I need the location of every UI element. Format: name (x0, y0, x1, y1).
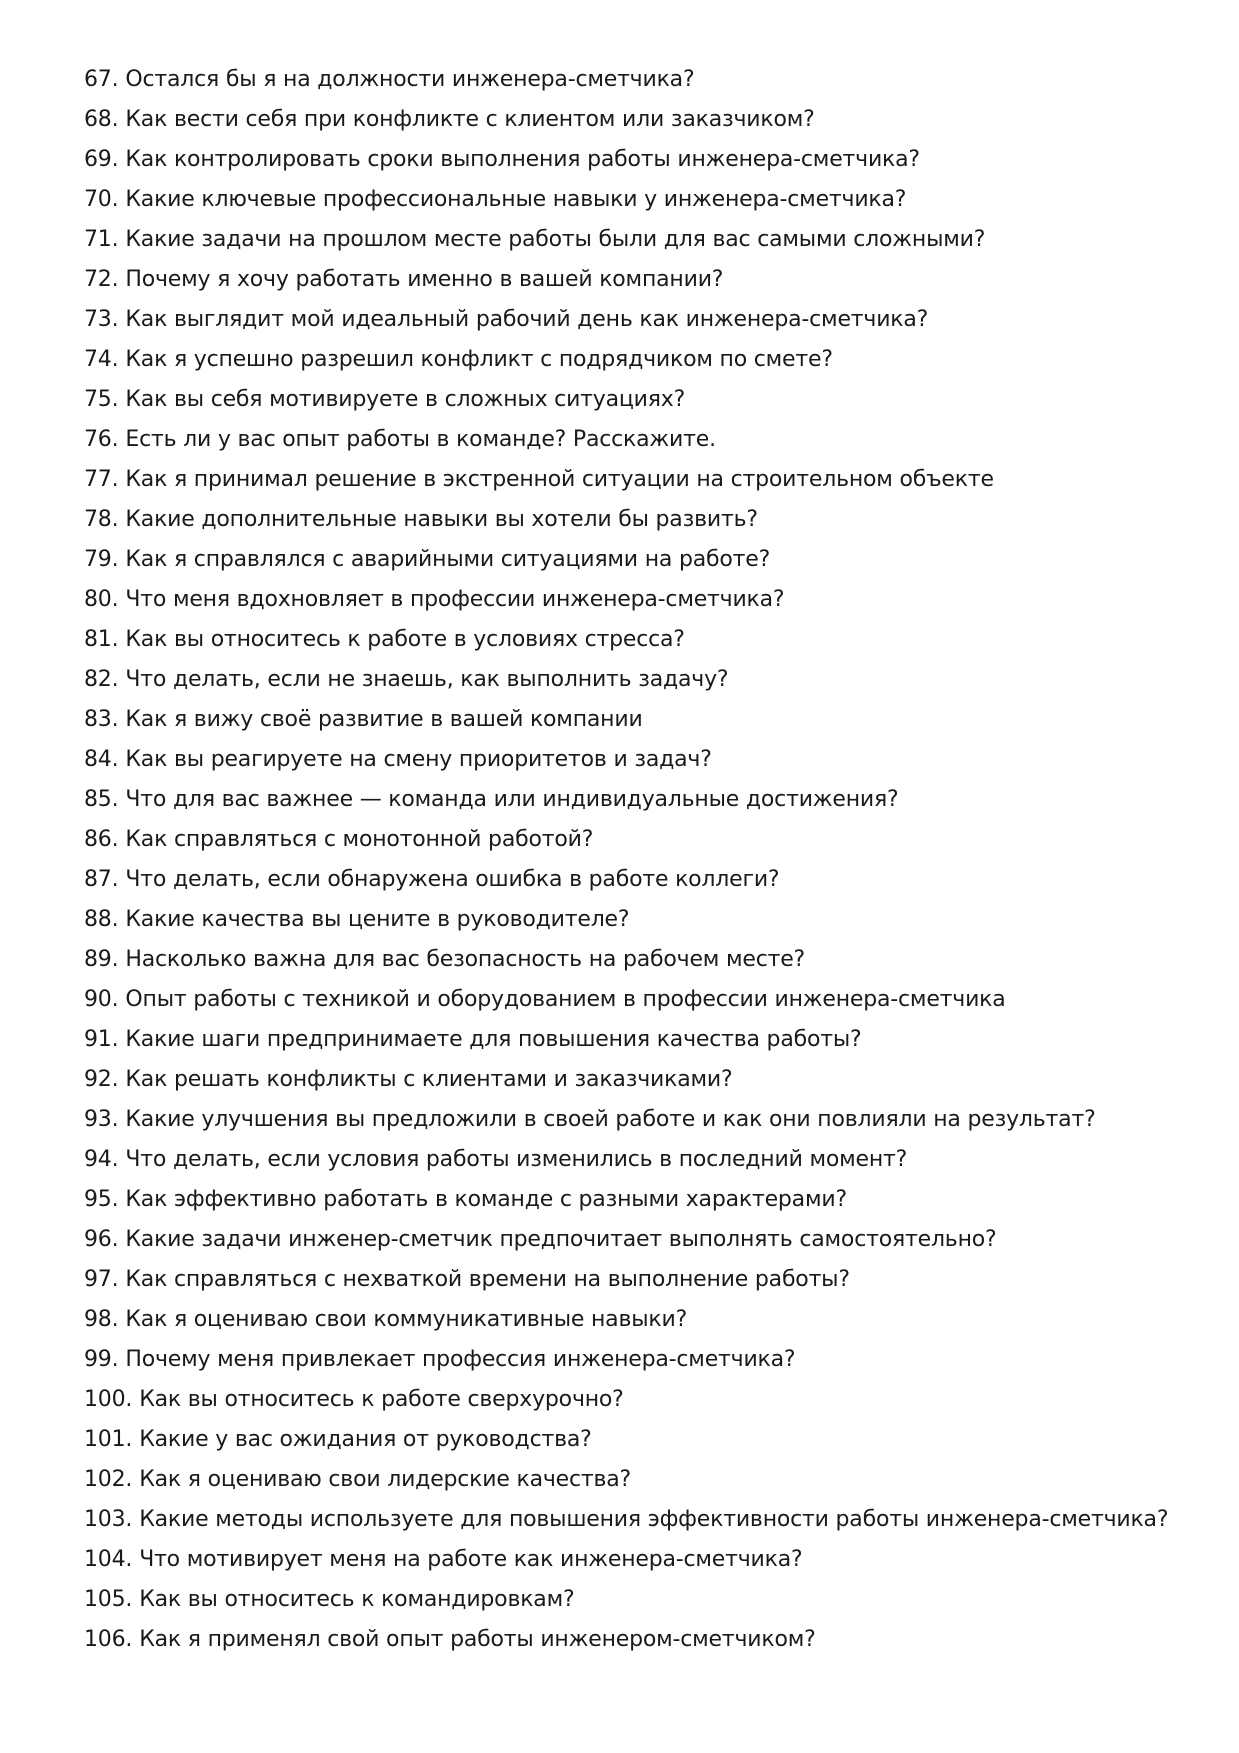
question-number: 95. (84, 1187, 119, 1212)
question-text: Как справляться с монотонной работой? (125, 827, 594, 852)
question-number: 99. (84, 1347, 119, 1372)
list-item (84, 980, 1194, 1020)
question-number: 105. (84, 1587, 133, 1612)
question-number: 96. (84, 1227, 119, 1252)
question-number: 88. (84, 907, 119, 932)
question-text: Почему я хочу работать именно в вашей компании? (125, 267, 724, 292)
question-text: Как я справлялся с аварийными ситуациями на работе? (125, 547, 771, 572)
question-text: Как вы относитесь к работе в условиях стресса? (125, 627, 685, 652)
list-item (84, 340, 1194, 380)
list-item (84, 860, 1194, 900)
question-number: 93. (84, 1107, 119, 1132)
list-item (84, 820, 1194, 860)
question-text: Как справляться с нехваткой времени на выполнение работы? (125, 1267, 850, 1292)
question-text: Какие ключевые профессиональные навыки у инженера-сметчика? (125, 187, 907, 212)
question-text: Есть ли у вас опыт работы в команде? Расскажите. (125, 427, 716, 452)
list-item (84, 1260, 1194, 1300)
question-text: Что делать, если обнаружена ошибка в работе коллеги? (125, 867, 780, 892)
question-number: 97. (84, 1267, 119, 1292)
list-item (84, 1460, 1194, 1500)
list-item (84, 1340, 1194, 1380)
list-item (84, 180, 1194, 220)
question-text: Как вы относитесь к командировкам? (139, 1587, 575, 1612)
list-item (84, 60, 1194, 100)
list-item (84, 1020, 1194, 1060)
question-number: 87. (84, 867, 119, 892)
question-number: 80. (84, 587, 119, 612)
list-item (84, 580, 1194, 620)
question-number: 100. (84, 1387, 133, 1412)
list-item (84, 1220, 1194, 1260)
question-text: Как решать конфликты с клиентами и заказчиками? (125, 1067, 733, 1092)
question-number: 69. (84, 147, 119, 172)
list-item (84, 1060, 1194, 1100)
question-number: 102. (84, 1467, 133, 1492)
question-number: 86. (84, 827, 119, 852)
question-text: Как контролировать сроки выполнения работы инженера-сметчика? (125, 147, 920, 172)
question-text: Как я оцениваю свои лидерские качества? (139, 1467, 632, 1492)
question-number: 67. (84, 67, 119, 92)
list-item (84, 140, 1194, 180)
question-number: 68. (84, 107, 119, 132)
list-item (84, 740, 1194, 780)
question-text: Что меня вдохновляет в профессии инженера-сметчика? (125, 587, 785, 612)
list-item (84, 660, 1194, 700)
list-item (84, 900, 1194, 940)
question-number: 76. (84, 427, 119, 452)
question-number: 71. (84, 227, 119, 252)
list-item (84, 420, 1194, 460)
list-item (84, 1180, 1194, 1220)
question-number: 78. (84, 507, 119, 532)
question-number: 106. (84, 1627, 133, 1652)
list-item (84, 100, 1194, 140)
question-text: Что для вас важнее — команда или индивидуальные достижения? (125, 787, 899, 812)
question-text: Как вы относитесь к работе сверхурочно? (139, 1387, 624, 1412)
question-number: 89. (84, 947, 119, 972)
question-text: Что делать, если условия работы изменились в последний момент? (125, 1147, 908, 1172)
question-number: 81. (84, 627, 119, 652)
list-item (84, 220, 1194, 260)
list-item (84, 940, 1194, 980)
question-number: 85. (84, 787, 119, 812)
question-text: Какие шаги предпринимаете для повышения качества работы? (125, 1027, 862, 1052)
list-item (84, 300, 1194, 340)
question-text: Какие методы используете для повышения эффективности работы инженера-сметчика? (139, 1507, 1169, 1532)
list-item (84, 260, 1194, 300)
question-text: Что мотивирует меня на работе как инженера-сметчика? (139, 1547, 803, 1572)
question-text: Какие дополнительные навыки вы хотели бы развить? (125, 507, 758, 532)
question-text: Какие качества вы цените в руководителе? (125, 907, 630, 932)
question-text: Какие у вас ожидания от руководства? (139, 1427, 592, 1452)
question-text: Почему меня привлекает профессия инженера-сметчика? (125, 1347, 796, 1372)
list-item (84, 1420, 1194, 1460)
document-page (84, 60, 1194, 1660)
question-text: Как вы реагируете на смену приоритетов и задач? (125, 747, 712, 772)
question-number: 101. (84, 1427, 133, 1452)
question-text: Как я вижу своё развитие в вашей компании (125, 707, 643, 732)
question-text: Что делать, если не знаешь, как выполнить задачу? (125, 667, 729, 692)
question-number: 75. (84, 387, 119, 412)
list-item (84, 540, 1194, 580)
question-text: Как выглядит мой идеальный рабочий день как инженера-сметчика? (125, 307, 929, 332)
list-item (84, 380, 1194, 420)
list-item (84, 1580, 1194, 1620)
question-number: 73. (84, 307, 119, 332)
question-text: Какие задачи на прошлом месте работы были для вас самыми сложными? (125, 227, 986, 252)
question-number: 84. (84, 747, 119, 772)
question-text: Как я успешно разрешил конфликт с подрядчиком по смете? (125, 347, 833, 372)
question-text: Как вы себя мотивируете в сложных ситуациях? (125, 387, 686, 412)
question-number: 92. (84, 1067, 119, 1092)
question-text: Как я оцениваю свои коммуникативные навыки? (125, 1307, 688, 1332)
question-number: 98. (84, 1307, 119, 1332)
question-text: Насколько важна для вас безопасность на рабочем месте? (125, 947, 806, 972)
question-text: Остался бы я на должности инженера-сметчика? (125, 67, 695, 92)
list-item (84, 780, 1194, 820)
question-number: 103. (84, 1507, 133, 1532)
question-number: 83. (84, 707, 119, 732)
question-number: 74. (84, 347, 119, 372)
question-number: 79. (84, 547, 119, 572)
list-item (84, 700, 1194, 740)
list-item (84, 1100, 1194, 1140)
question-text: Как я принимал решение в экстренной ситуации на строительном объекте (125, 467, 994, 492)
question-list (84, 60, 1194, 1660)
question-number: 70. (84, 187, 119, 212)
question-text: Опыт работы с техникой и оборудованием в профессии инженера-сметчика (125, 987, 1006, 1012)
question-number: 91. (84, 1027, 119, 1052)
question-number: 90. (84, 987, 119, 1012)
question-text: Какие улучшения вы предложили в своей работе и как они повлияли на результат? (125, 1107, 1096, 1132)
question-number: 77. (84, 467, 119, 492)
list-item (84, 500, 1194, 540)
question-number: 104. (84, 1547, 133, 1572)
question-number: 72. (84, 267, 119, 292)
question-number: 94. (84, 1147, 119, 1172)
question-number: 82. (84, 667, 119, 692)
list-item (84, 620, 1194, 660)
list-item (84, 1140, 1194, 1180)
question-text: Как я применял свой опыт работы инженером-сметчиком? (139, 1627, 816, 1652)
list-item (84, 460, 1194, 500)
list-item (84, 1620, 1194, 1660)
list-item (84, 1500, 1194, 1540)
list-item (84, 1380, 1194, 1420)
list-item (84, 1540, 1194, 1580)
list-item (84, 1300, 1194, 1340)
question-text: Какие задачи инженер-сметчик предпочитает выполнять самостоятельно? (125, 1227, 997, 1252)
question-text: Как вести себя при конфликте с клиентом или заказчиком? (125, 107, 815, 132)
question-text: Как эффективно работать в команде с разными характерами? (125, 1187, 847, 1212)
